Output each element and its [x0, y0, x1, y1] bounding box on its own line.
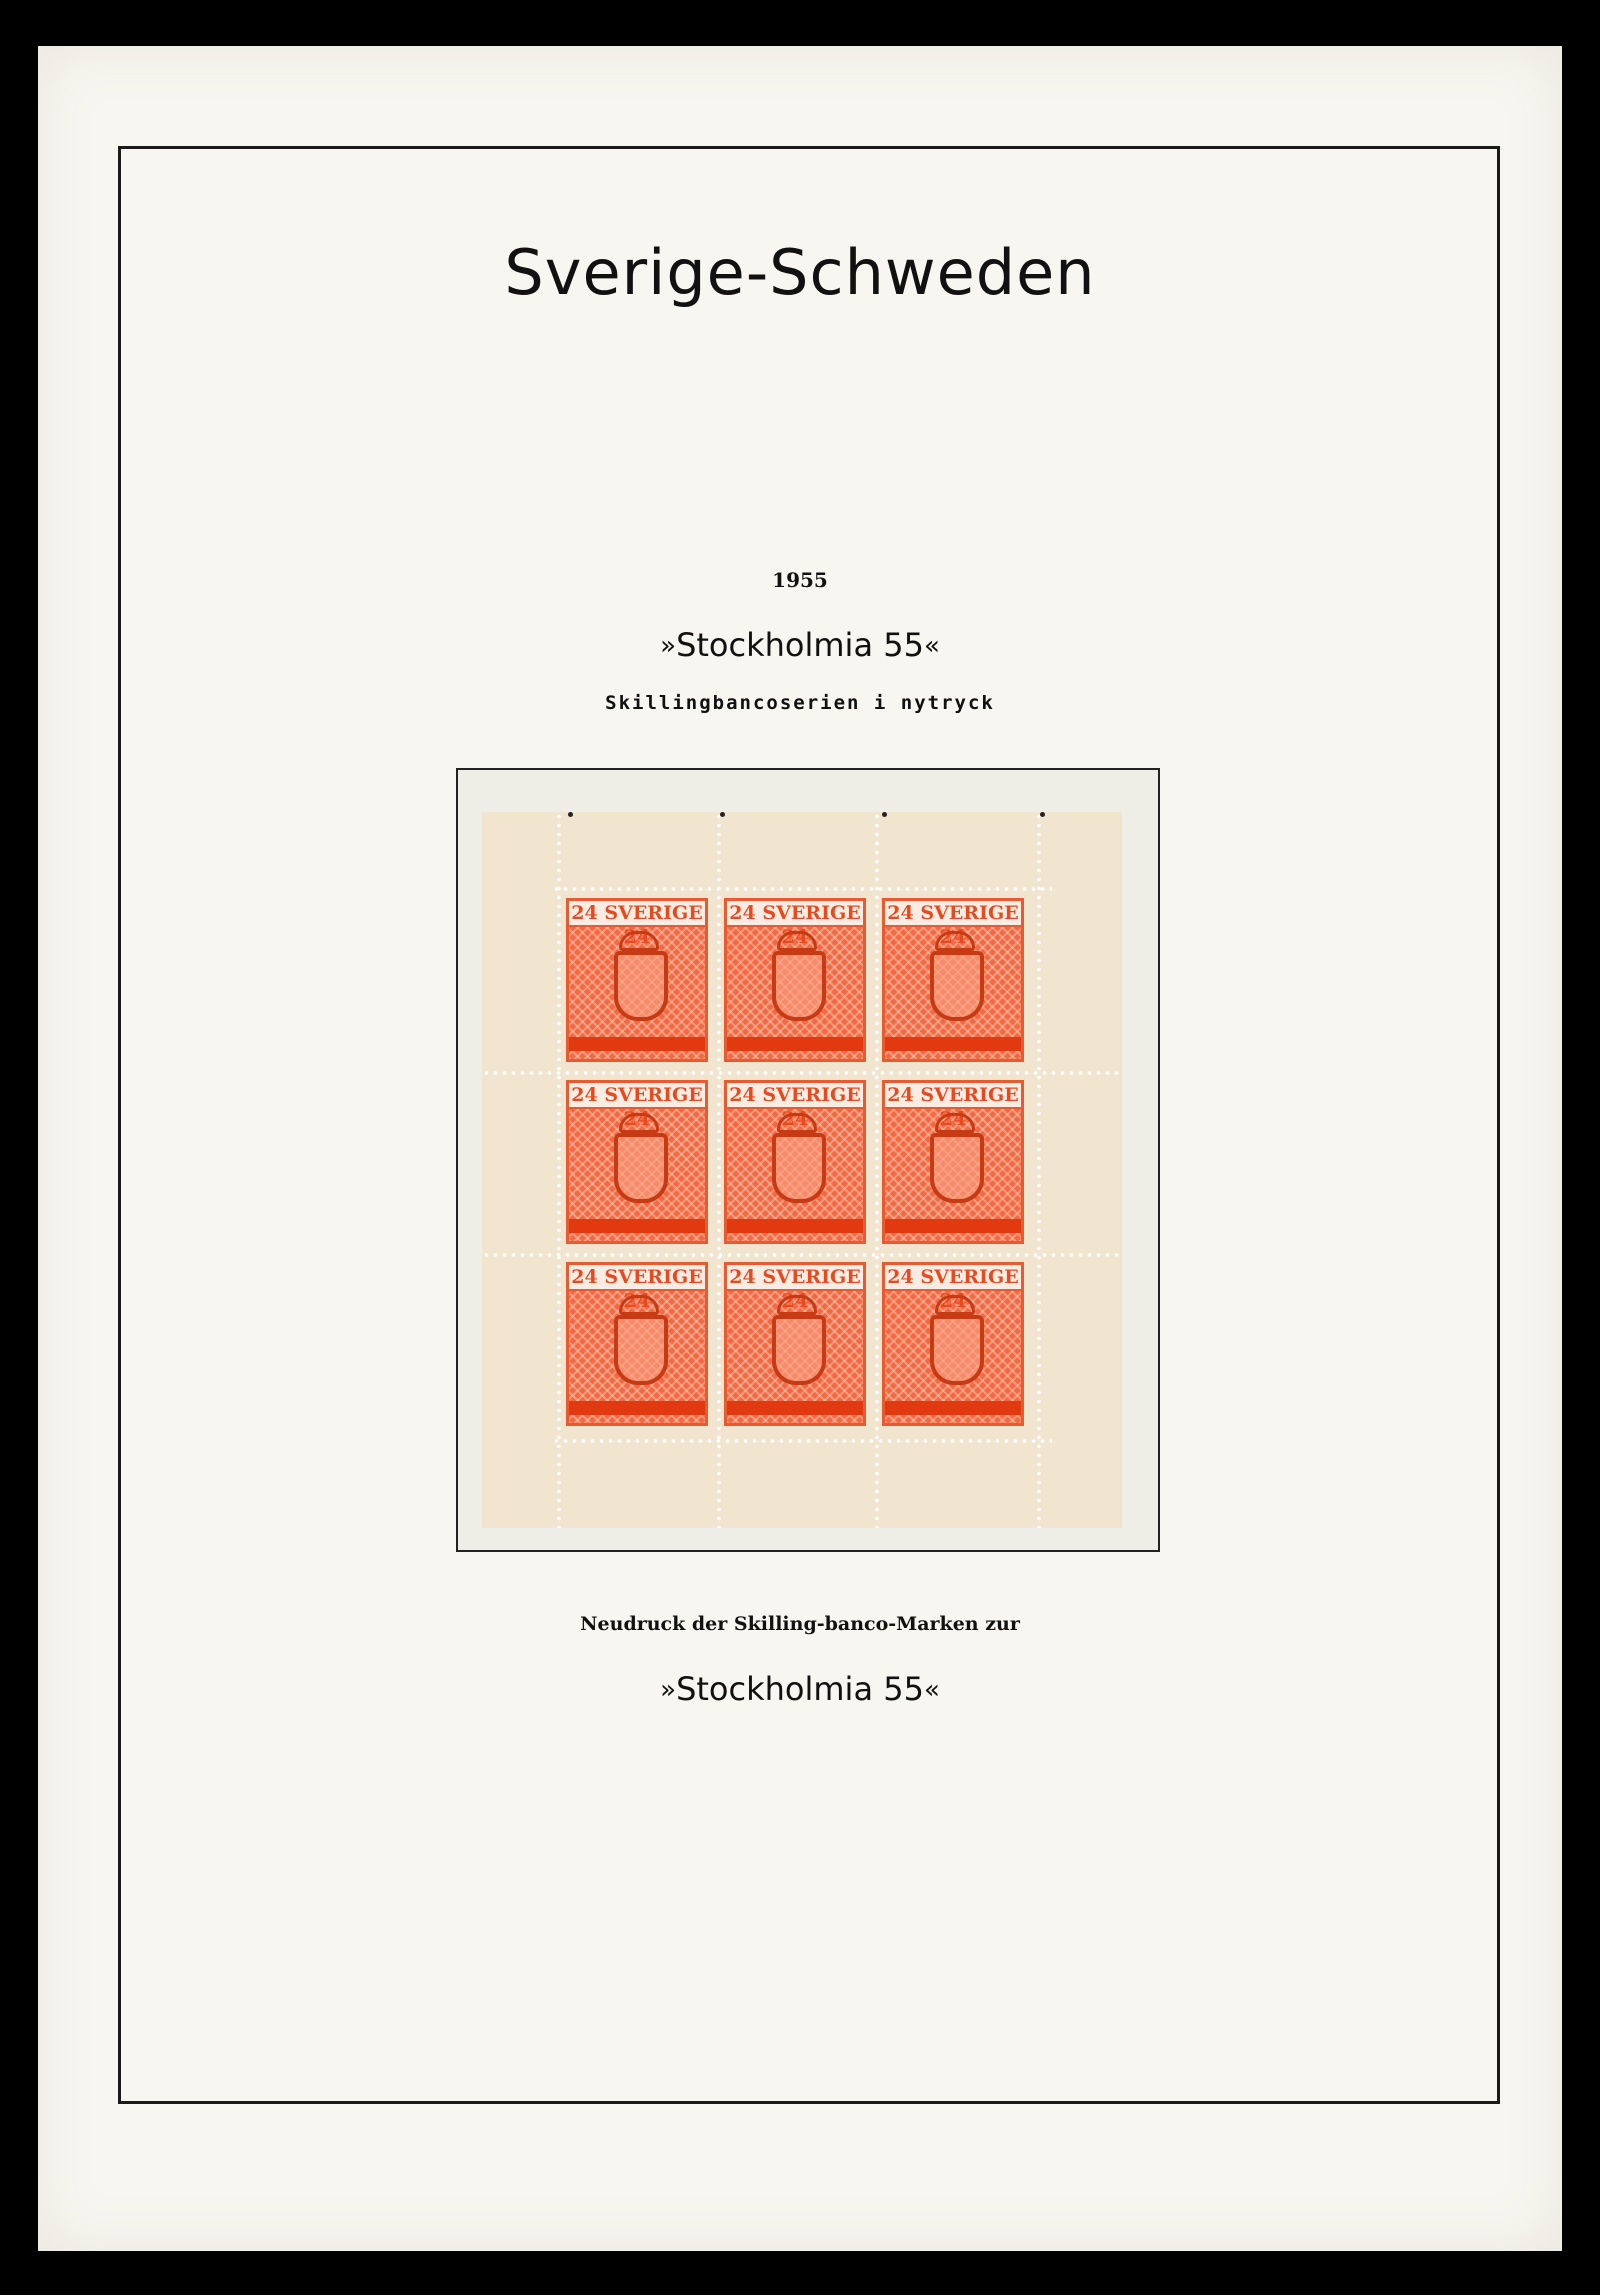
stamp-header-label: 24 SVERIGE 24 — [727, 1083, 863, 1109]
stamp-3-2 — [724, 1262, 866, 1426]
quote-close: « — [923, 1675, 940, 1705]
stamp-3-1 — [566, 1262, 708, 1426]
stamp-header-label: 24 SVERIGE 24 — [569, 901, 705, 927]
crown-icon — [777, 931, 817, 951]
quote-close: « — [923, 631, 940, 661]
coat-of-arms-icon — [930, 1133, 984, 1203]
stamp-header-label: 24 SVERIGE 24 — [727, 901, 863, 927]
perforation-col-2 — [874, 812, 880, 1528]
stamp-2-3 — [882, 1080, 1024, 1244]
crown-icon — [619, 1295, 659, 1315]
event-heading — [38, 626, 1562, 664]
stamp-value-band — [885, 1401, 1021, 1415]
caption-text: Neudruck der Skilling-banco-Marken zur — [580, 1613, 1020, 1635]
perforation-bottom — [552, 1438, 1052, 1444]
event-title: Stockholmia 55 — [676, 626, 924, 664]
crown-icon — [777, 1113, 817, 1133]
stamp-header-label: 24 SVERIGE 24 — [885, 1265, 1021, 1291]
coat-of-arms-icon — [772, 1133, 826, 1203]
stamp-header-label: 24 SVERIGE 24 — [569, 1265, 705, 1291]
crown-icon — [619, 931, 659, 951]
crown-icon — [935, 1113, 975, 1133]
page-title: Sverige-Schweden — [504, 236, 1096, 309]
perforation-row-1 — [482, 1070, 1122, 1076]
coat-of-arms-icon — [614, 1315, 668, 1385]
perforation-row-2 — [482, 1252, 1122, 1258]
stamp-value-band — [885, 1219, 1021, 1233]
sheet-marker-dot — [882, 812, 887, 817]
caption-event-heading — [38, 1670, 1562, 1708]
caption-event-title: Stockholmia 55 — [676, 1670, 924, 1708]
stamp-value-band — [569, 1219, 705, 1233]
crown-icon — [619, 1113, 659, 1133]
stamp-1-3 — [882, 898, 1024, 1062]
crown-icon — [935, 931, 975, 951]
stamp-value-band — [569, 1401, 705, 1415]
perforation-col-right — [1036, 812, 1042, 1528]
perforation-top — [552, 886, 1052, 892]
coat-of-arms-icon — [614, 951, 668, 1021]
crown-icon — [777, 1295, 817, 1315]
stamp-value-band — [885, 1037, 1021, 1051]
perforation-col-left — [556, 812, 562, 1528]
sheet-marker-dot — [720, 812, 725, 817]
issue-subtitle: Skillingbancoserien i nytryck — [605, 692, 995, 714]
sheet-marker-dot — [568, 812, 573, 817]
perforation-col-1 — [716, 812, 722, 1528]
quote-open: » — [660, 1675, 677, 1705]
issue-year: 1955 — [772, 568, 828, 592]
stamp-2-2 — [724, 1080, 866, 1244]
stamp-sheetlet — [482, 812, 1122, 1528]
stamp-1-2 — [724, 898, 866, 1062]
quote-open: » — [660, 631, 677, 661]
sheet-marker-dot — [1040, 812, 1045, 817]
coat-of-arms-icon — [614, 1133, 668, 1203]
coat-of-arms-icon — [930, 1315, 984, 1385]
stamp-value-band — [727, 1401, 863, 1415]
stamp-1-1 — [566, 898, 708, 1062]
crown-icon — [935, 1295, 975, 1315]
coat-of-arms-icon — [772, 1315, 826, 1385]
stamp-header-label: 24 SVERIGE 24 — [569, 1083, 705, 1109]
stamp-header-label: 24 SVERIGE 24 — [885, 901, 1021, 927]
stamp-value-band — [569, 1037, 705, 1051]
stamp-header-label: 24 SVERIGE 24 — [885, 1083, 1021, 1109]
stamp-value-band — [727, 1219, 863, 1233]
stamp-value-band — [727, 1037, 863, 1051]
stamp-mount — [456, 768, 1160, 1552]
coat-of-arms-icon — [930, 951, 984, 1021]
stamp-2-1 — [566, 1080, 708, 1244]
coat-of-arms-icon — [772, 951, 826, 1021]
album-page — [38, 46, 1562, 2251]
stamp-header-label: 24 SVERIGE 24 — [727, 1265, 863, 1291]
stamp-3-3 — [882, 1262, 1024, 1426]
